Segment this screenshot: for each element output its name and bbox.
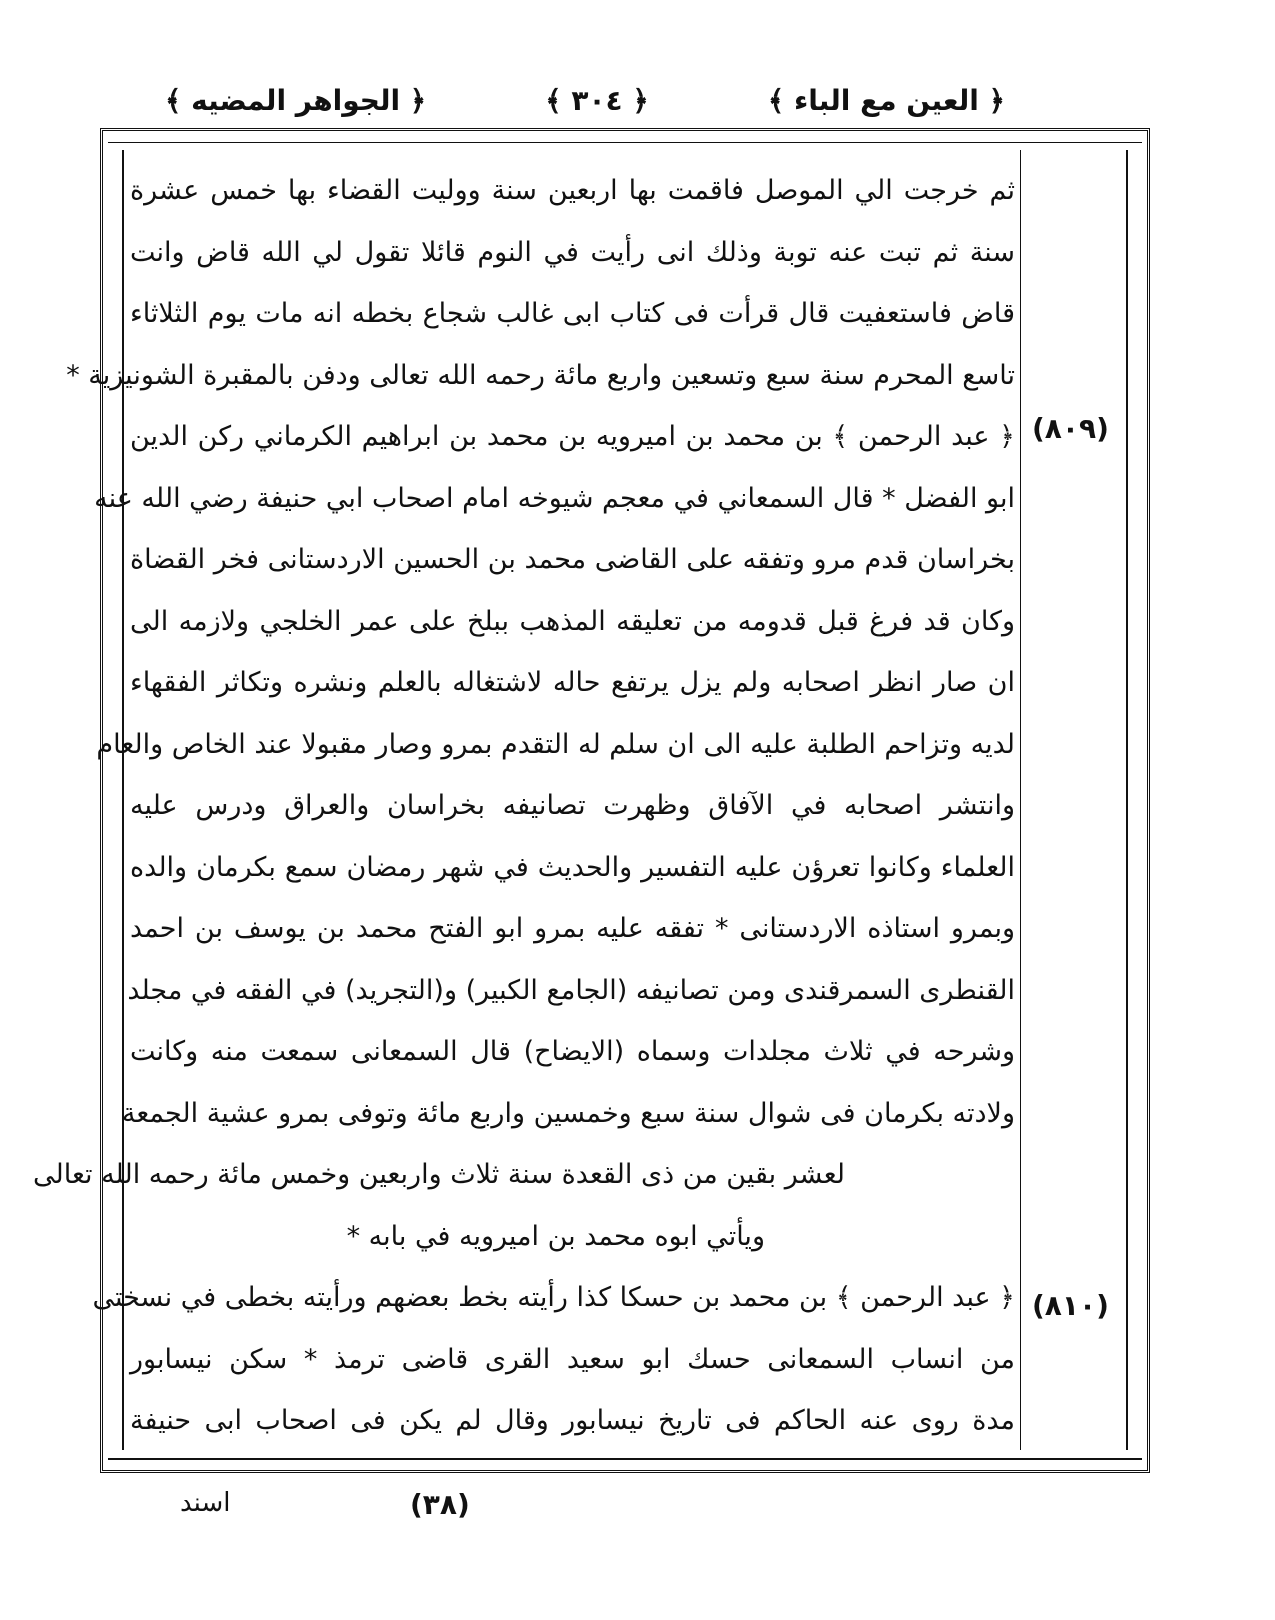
- text-line: لعشر بقين من ذى القعدة سنة ثلاث واربعين وخمس مائة رحمه الله تعالى: [32, 1159, 845, 1190]
- entry-heading-line: ﴿ عبد الرحمن ﴾ بن محمد بن اميرويه بن محمد بن ابراهيم الكرماني ركن الدين: [130, 421, 1015, 452]
- text-line: ابو الفضل * قال السمعاني في معجم شيوخه امام اصحاب ابي حنيفة رضي الله عنه: [94, 482, 1015, 514]
- text-line: ويأتي ابوه محمد بن اميرويه في بابه *: [346, 1220, 765, 1252]
- text-line: وبمرو استاذه الاردستانى * تفقه عليه بمرو ابو الفتح محمد بن يوسف بن احمد: [130, 913, 1015, 944]
- header-chapter-title: ﴿ العين مع الباء ﴾: [767, 83, 1005, 117]
- text-line: القنطرى السمرقندى ومن تصانيفه (الجامع الكبير) و(التجريد) في الفقه في مجلد: [127, 974, 1015, 1006]
- text-line: تاسع المحرم سنة سبع وتسعين واربع مائة رحمه الله تعالى ودفن بالمقبرة الشونيزية *: [66, 359, 1015, 391]
- header-page-number: ﴿ ٣٠٤ ﴾: [545, 83, 649, 117]
- body-text: [32, 160, 1015, 1452]
- entry-number: (٨٠٩): [1032, 412, 1109, 445]
- signature-number: (٣٨): [410, 1488, 470, 1521]
- text-line: بخراسان قدم مرو وتفقه على القاضى محمد بن الحسين الاردستانى فخر القضاة: [130, 544, 1015, 575]
- signature-mark: اسند: [180, 1488, 231, 1518]
- text-line: لديه وتزاحم الطلبة عليه الى ان سلم له التقدم بمرو وصار مقبولا عند الخاص والعام: [96, 728, 1015, 760]
- text-line: وشرحه في ثلاث مجلدات وسماه (الايضاح) قال السمعانى سمعت منه وكانت: [130, 1036, 1015, 1067]
- text-line: ان صار انظر اصحابه ولم يزل يرتفع حاله لاشتغاله بالعلم ونشره وتكاثر الفقهاء: [130, 667, 1015, 698]
- text-line: مدة روى عنه الحاكم فى تاريخ نيسابور وقال لم يكن فى اصحاب ابى حنيفة: [130, 1405, 1015, 1436]
- text-line: من انساب السمعانى حسك ابو سعيد القرى قاضى ترمذ * سكن نيسابور: [130, 1343, 1015, 1375]
- text-line: وانتشر اصحابه في الآفاق وظهرت تصانيفه بخراسان والعراق ودرس عليه: [130, 790, 1015, 821]
- entry-number: (٨١٠): [1032, 1289, 1109, 1322]
- page-header: [165, 78, 1005, 122]
- text-line: العلماء وكانوا تعرؤن عليه التفسير والحديث في شهر رمضان سمع بكرمان والده: [130, 851, 1015, 883]
- text-line: ثم خرجت الي الموصل فاقمت بها اربعين سنة ووليت القضاء بها خمس عشرة: [130, 175, 1015, 206]
- entry-heading-line: ﴿ عبد الرحمن ﴾ بن محمد بن حسكا كذا رأيته بخط بعضهم ورأيته بخطى في نسختى: [92, 1282, 1015, 1313]
- text-line: قاض فاستعفيت قال قرأت فى كتاب ابى غالب شجاع بخطه انه مات يوم الثلاثاء: [130, 298, 1015, 329]
- text-line: وكان قد فرغ قبل قدومه من تعليقه المذهب ببلخ على عمر الخلجي ولازمه الى: [130, 605, 1015, 637]
- footer-rule: [108, 1458, 1142, 1460]
- header-book-title: ﴿ الجواهر المضيه ﴾: [165, 83, 427, 117]
- margin-rule: [1020, 150, 1021, 1450]
- text-line: ولادته بكرمان فى شوال سنة سبع وخمسين واربع مائة وتوفى بمرو عشية الجمعة: [121, 1097, 1015, 1129]
- text-line: سنة ثم تبت عنه توبة وذلك انى رأيت في النوم قائلا تقول لي الله قاض وانت: [130, 236, 1015, 268]
